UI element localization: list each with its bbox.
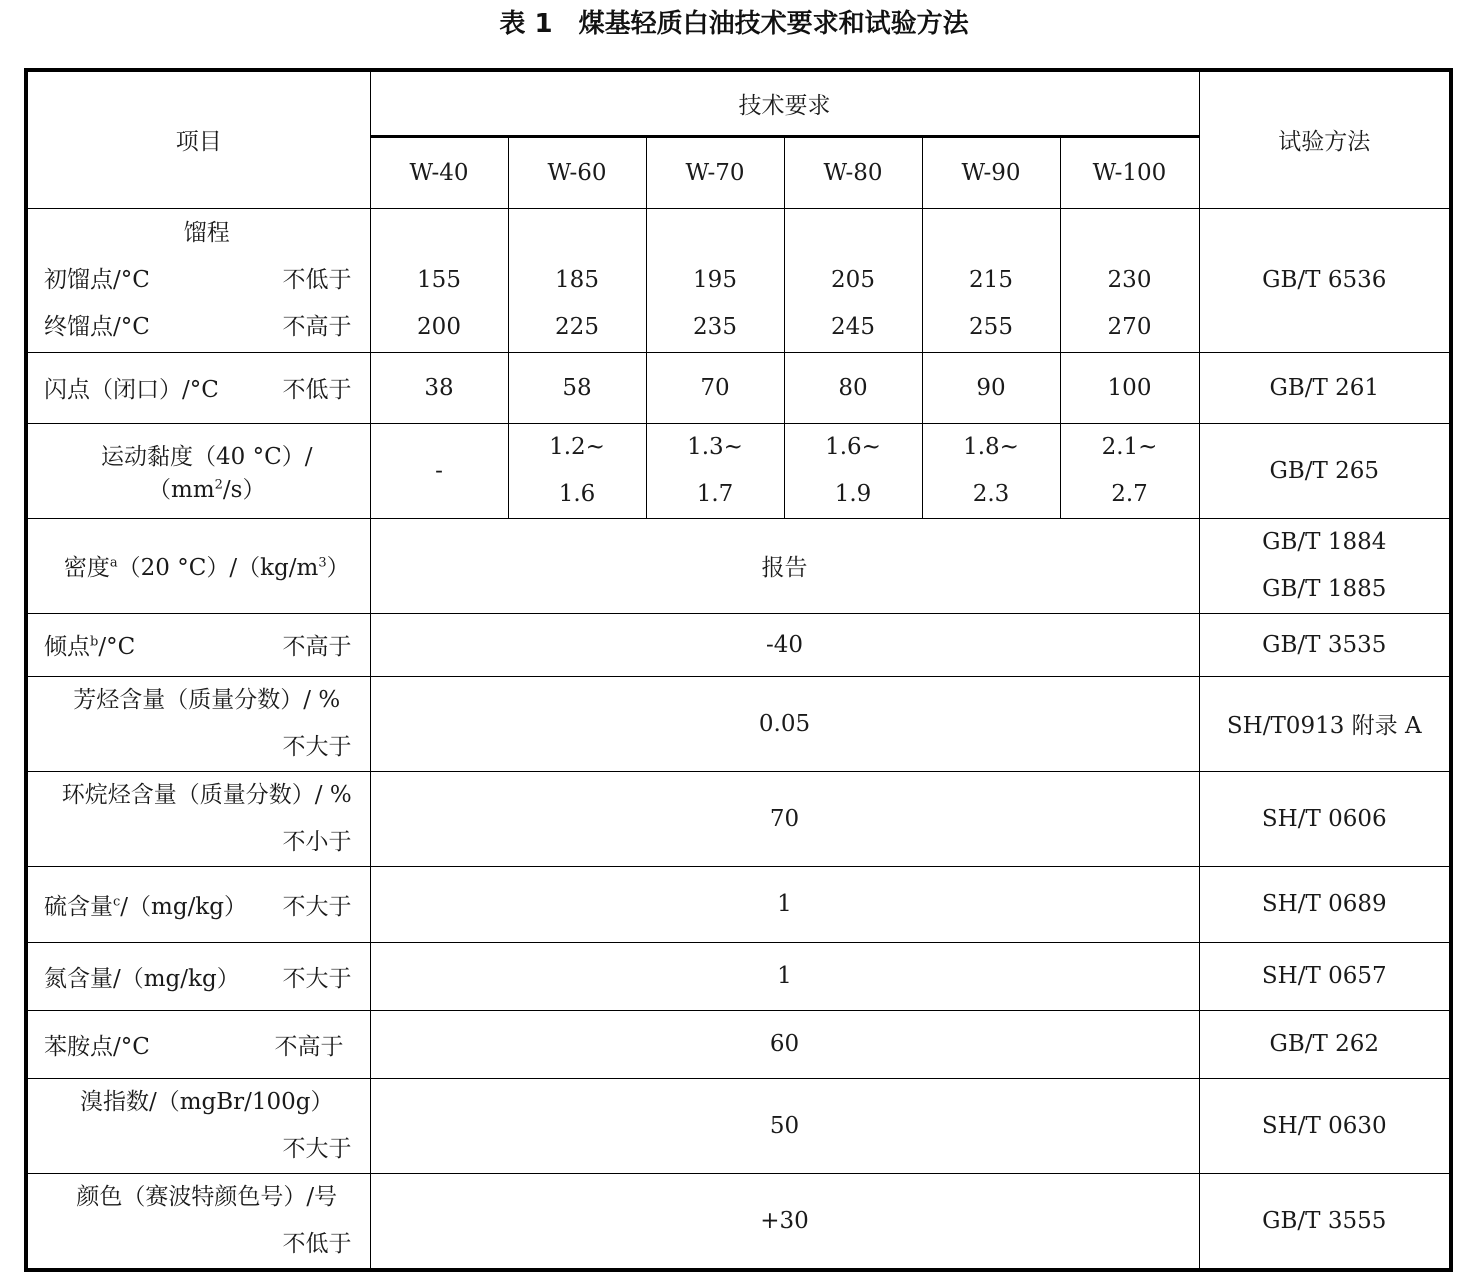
bromine-name: 溴指数/（mgBr/100g） — [79, 1088, 334, 1115]
ibp-value: 195 — [693, 266, 737, 293]
method-nitrogen: SH/T 0657 — [1199, 942, 1451, 1010]
row-density — [26, 518, 1451, 613]
naphthenes-value: 70 — [370, 771, 1199, 866]
method-naphthenes: SH/T 0606 — [1199, 771, 1451, 866]
pour-cond: 不高于 — [282, 634, 352, 660]
color-value: +30 — [370, 1173, 1199, 1270]
ibp-cond: 不低于 — [282, 266, 352, 293]
flash-cond: 不低于 — [282, 377, 352, 403]
flash-name: 闪点（闭口）/°C — [44, 377, 219, 403]
method-distillation: GB/T 6536 — [1199, 208, 1451, 352]
distillation-label: 馏程 — [183, 219, 230, 246]
fbp-value: 255 — [969, 313, 1013, 340]
color-name: 颜色（赛波特颜色号）/号 — [76, 1183, 338, 1210]
grade-w100: W-100 — [1060, 136, 1199, 208]
flash-value: 38 — [370, 352, 508, 423]
flash-value: 100 — [1060, 352, 1199, 423]
grade-w70: W-70 — [646, 136, 784, 208]
grade-w60: W-60 — [508, 136, 646, 208]
row-distillation — [26, 208, 1451, 352]
ibp-value: 185 — [555, 266, 599, 293]
flash-value: 80 — [784, 352, 922, 423]
row-flash — [26, 352, 1451, 423]
viscosity-name: 运动黏度（40 $^\circ C)/(mm^2/s)$ — [26, 423, 370, 518]
header-row-1 — [26, 70, 1451, 136]
aromatics-value: 0.05 — [370, 676, 1199, 771]
row-aromatics — [26, 676, 1451, 771]
sulfur-name: 硫含量$^c$/（mg/kg） — [44, 893, 247, 920]
row-sulfur — [26, 866, 1451, 942]
viscosity-range-top: 1.8~ — [963, 433, 1019, 460]
viscosity-w40: - — [370, 423, 508, 518]
grade-w80: W-80 — [784, 136, 922, 208]
flash-value: 90 — [922, 352, 1060, 423]
method-aniline: GB/T 262 — [1199, 1010, 1451, 1078]
item-distillation — [26, 208, 370, 352]
ibp-name: 初馏点/°C — [44, 266, 150, 293]
nitrogen-cond: 不大于 — [282, 965, 352, 992]
table-caption: 煤基轻质白油技术要求和试验方法 — [578, 9, 969, 39]
pour-value: -40 — [370, 613, 1199, 676]
method-viscosity: GB/T 265 — [1199, 423, 1451, 518]
aniline-cond: 不高于 — [274, 1033, 344, 1060]
pour-name: 倾点$^b$/°C — [44, 634, 136, 660]
sulfur-cond: 不大于 — [282, 893, 352, 920]
row-viscosity — [26, 423, 1451, 518]
fbp-value: 270 — [1107, 313, 1152, 340]
fbp-value: 225 — [555, 313, 599, 340]
flash-value: 58 — [508, 352, 646, 423]
bromine-cond: 不大于 — [282, 1135, 352, 1162]
method-density-2: GB/T 1885 — [1262, 575, 1387, 602]
ibp-value: 205 — [831, 266, 875, 293]
fbp-value: 235 — [693, 313, 737, 340]
row-nitrogen — [26, 942, 1451, 1010]
method-bromine: SH/T 0630 — [1199, 1078, 1451, 1173]
aniline-value: 60 — [370, 1010, 1199, 1078]
method-pour: GB/T 3535 — [1199, 613, 1451, 676]
grade-w40: W-40 — [370, 136, 508, 208]
aromatics-name: 芳烃含量（质量分数）/ % — [73, 686, 341, 713]
flash-value: 70 — [646, 352, 784, 423]
viscosity-range-bottom: 1.7 — [696, 480, 734, 507]
method-sulfur: SH/T 0689 — [1199, 866, 1451, 942]
fbp-name: 终馏点/°C — [44, 313, 150, 340]
viscosity-range-top: 1.6~ — [825, 433, 881, 460]
viscosity-range-bottom: 1.9 — [834, 480, 872, 507]
ibp-value: 215 — [969, 266, 1013, 293]
viscosity-range-bottom: 2.7 — [1111, 480, 1148, 507]
bromine-value: 50 — [370, 1078, 1199, 1173]
row-aniline — [26, 1010, 1451, 1078]
method-flash: GB/T 261 — [1199, 352, 1451, 423]
table-number: 表 1 — [499, 9, 553, 39]
nitrogen-value: 1 — [370, 942, 1199, 1010]
fbp-cond: 不高于 — [282, 313, 352, 340]
table-title — [0, 2, 1468, 46]
viscosity-range-top: 2.1~ — [1101, 433, 1158, 460]
grade-w90: W-90 — [922, 136, 1060, 208]
spec-table — [24, 68, 1453, 1272]
method-density-1: GB/T 1884 — [1262, 528, 1387, 555]
aromatics-cond: 不大于 — [282, 733, 352, 760]
row-bromine — [26, 1078, 1451, 1173]
naphthenes-cond: 不小于 — [282, 828, 352, 855]
ibp-value: 155 — [417, 266, 461, 293]
method-aromatics: SH/T0913 附录 A — [1199, 676, 1451, 771]
row-pour — [26, 613, 1451, 676]
method-color: GB/T 3555 — [1199, 1173, 1451, 1270]
ibp-value: 230 — [1107, 266, 1152, 293]
fbp-value: 200 — [417, 313, 461, 340]
aniline-name: 苯胺点/°C — [44, 1033, 150, 1060]
color-cond: 不低于 — [282, 1230, 352, 1257]
density-value: 报告 — [370, 518, 1199, 613]
row-naphthenes — [26, 771, 1451, 866]
viscosity-range-top: 1.2~ — [549, 433, 605, 460]
viscosity-range-bottom: 2.3 — [972, 480, 1010, 507]
header-requirements: 技术要求 — [370, 70, 1199, 136]
sulfur-value: 1 — [370, 866, 1199, 942]
viscosity-range-top: 1.3~ — [687, 433, 743, 460]
nitrogen-name: 氮含量/（mg/kg） — [44, 965, 240, 992]
fbp-value: 245 — [831, 313, 875, 340]
density-name: 密度$^a$（20 $^\circ C)/(kg/m^3)$ — [26, 518, 370, 613]
naphthenes-name: 环烷烃含量（质量分数）/ % — [61, 781, 352, 808]
viscosity-range-bottom: 1.6 — [558, 480, 596, 507]
row-color — [26, 1173, 1451, 1270]
header-method: 试验方法 — [1199, 70, 1451, 208]
header-item: 项目 — [26, 70, 370, 208]
